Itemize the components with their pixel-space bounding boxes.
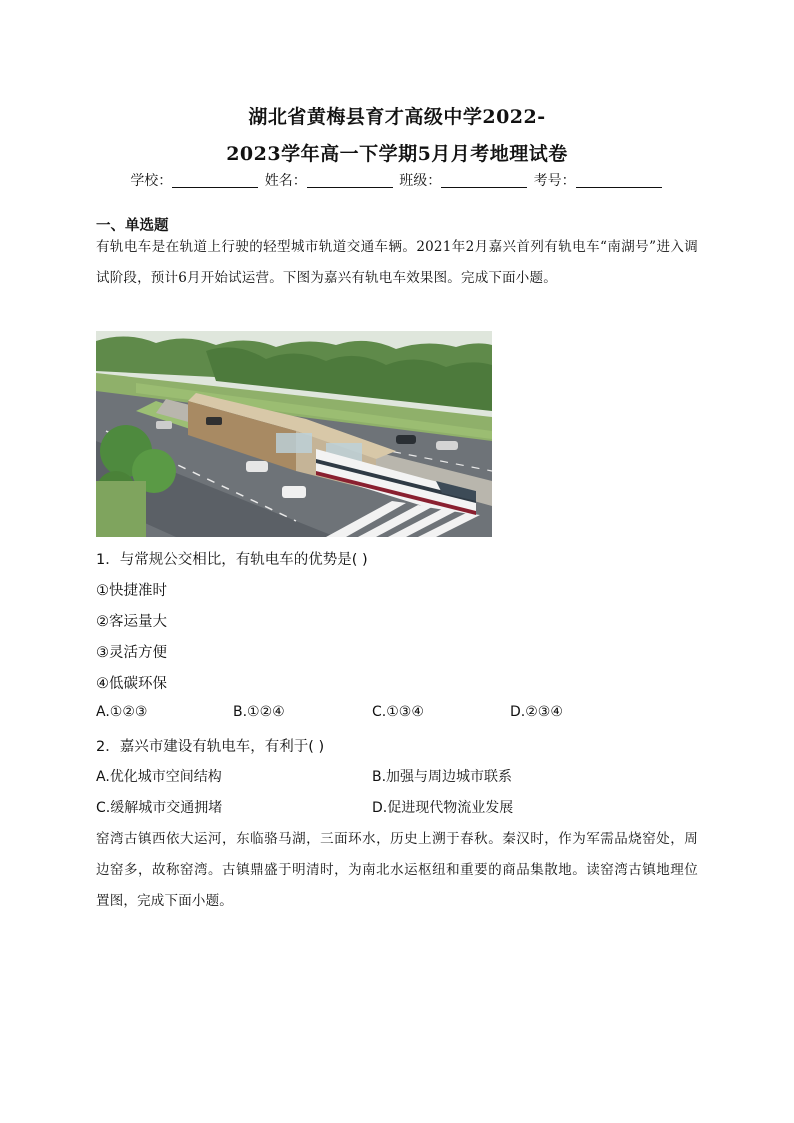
field-name-label: 姓名： — [264, 173, 307, 189]
question-2-option-b[interactable]: B.加强与周边城市联系 — [372, 769, 513, 785]
tram-illustration — [96, 331, 492, 537]
question-1-option-c[interactable]: C.①③④ — [372, 704, 424, 720]
question-1-option-b[interactable]: B.①②④ — [233, 704, 285, 720]
question-1-item-4: ④低碳环保 — [96, 676, 167, 692]
question-1-option-d[interactable]: D.②③④ — [510, 704, 563, 720]
question-2-option-c[interactable]: C.缓解城市交通拥堵 — [96, 800, 223, 816]
section-title: 一、单选题 — [96, 218, 169, 234]
student-info-fields — [0, 170, 794, 190]
field-school-label: 学校： — [130, 173, 173, 189]
title-line-1: 湖北省黄梅县育才高级中学2022- — [248, 106, 546, 128]
question-2-option-a[interactable]: A.优化城市空间结构 — [96, 769, 222, 785]
question-1-item-1: ①快捷准时 — [96, 583, 167, 599]
question-1-stem: 1．与常规公交相比，有轨电车的优势是( ) — [96, 552, 368, 568]
passage-1: 有轨电车是在轨道上行驶的轻型城市轨道交通车辆。2021年2月嘉兴首列有轨电车“南湖号”进入调试阶段，预计6月开始试运营。下图为嘉兴有轨电车效果图。完成下面小题。 — [96, 239, 698, 286]
field-name-blank[interactable] — [307, 173, 393, 188]
tram-rendering-image — [96, 331, 492, 537]
question-2-option-d[interactable]: D.促进现代物流业发展 — [372, 800, 514, 816]
passage-2: 窑湾古镇西依大运河，东临骆马湖，三面环水，历史上溯于春秋。秦汉时，作为军需品烧窑处，周边窑多，故称窑湾。古镇鼎盛于明清时，为南北水运枢纽和重要的商品集散地。读窑湾古镇地理位置图，完成下面小题。 — [96, 831, 698, 909]
question-2-stem: 2．嘉兴市建设有轨电车，有利于( ) — [96, 739, 325, 755]
field-number-label: 考号： — [533, 173, 576, 189]
question-1-item-3: ③灵活方便 — [96, 645, 167, 661]
question-1-option-a[interactable]: A.①②③ — [96, 704, 148, 720]
field-class-blank[interactable] — [441, 173, 527, 188]
question-1-item-2: ②客运量大 — [96, 614, 167, 630]
field-class-label: 班级： — [399, 173, 442, 189]
field-school-blank[interactable] — [172, 173, 258, 188]
field-number-blank[interactable] — [576, 173, 662, 188]
title-line-2: 2023学年高一下学期5月月考地理试卷 — [226, 143, 568, 165]
